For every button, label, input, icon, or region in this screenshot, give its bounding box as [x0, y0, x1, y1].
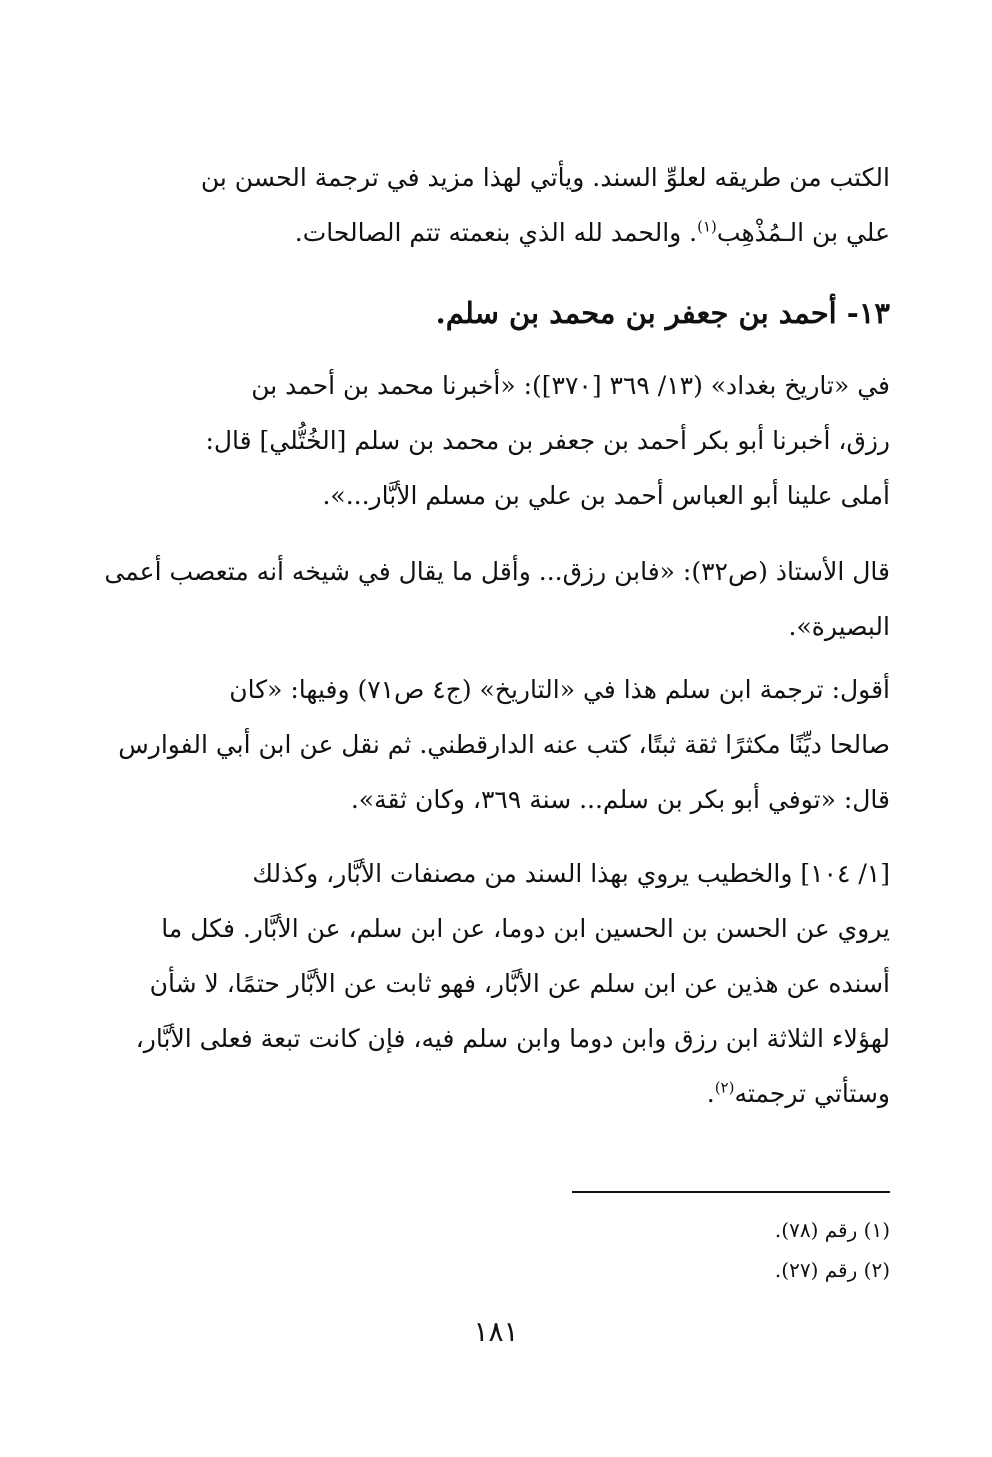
line-text: وستأتي ترجمته: [734, 1079, 890, 1108]
footnotes: [560, 1210, 890, 1290]
paragraph-line: قال الأستاذ (ص٣٢): «فابن رزق... وأقل ما يقال في شيخه أنه متعصب أعمى: [104, 557, 890, 586]
footnote-reference-1[interactable]: (١): [697, 217, 717, 236]
paragraph-line: [١/ ١٠٤] والخطيب يروي بهذا السند من مصنفات الأبَّار، وكذلك: [252, 859, 890, 888]
paragraph-ustadh-quote: [104, 544, 890, 654]
paragraph-response: [110, 662, 890, 827]
footnote-2: (٢) رقم (٢٧).: [774, 1258, 890, 1282]
paragraph-continuation: [110, 150, 890, 260]
line-text: علي بن الـمُذْهِب: [716, 218, 890, 247]
paragraph-line: قال: «توفي أبو بكر بن سلم... سنة ٣٦٩، وكان ثقة».: [350, 785, 890, 814]
footnote-divider: [572, 1191, 890, 1193]
paragraph-khatib: [110, 846, 890, 1121]
paragraph-line: صالحا ديِّنًا مكثرًا ثقة ثبتًا، كتب عنه الدارقطني. ثم نقل عن ابن أبي الفوارس: [118, 730, 890, 759]
paragraph-line: [110, 1066, 890, 1121]
paragraph-citation: [110, 358, 890, 523]
paragraph-line: رزق، أخبرنا أبو بكر أحمد بن جعفر بن محمد بن سلم [الخُتُّلي] قال:: [205, 426, 890, 455]
paragraph-line: في «تاريخ بغداد» (١٣/ ٣٦٩ [٣٧٠]): «أخبرنا محمد بن أحمد بن: [251, 371, 890, 400]
paragraph-line: أقول: ترجمة ابن سلم هذا في «التاريخ» (ج٤ ص٧١) وفيها: «كان: [229, 675, 890, 704]
paragraph-line: يروي عن الحسن بن الحسين ابن دوما، عن ابن سلم، عن الأبَّار. فكل ما: [161, 914, 890, 943]
paragraph-line: لهؤلاء الثلاثة ابن رزق وابن دوما وابن سلم فيه، فإن كانت تبعة فعلى الأبَّار،: [135, 1024, 890, 1053]
paragraph-line: أملى علينا أبو العباس أحمد بن علي بن مسلم الأبَّار...».: [322, 481, 890, 510]
line-text: . والحمد لله الذي بنعمته تتم الصالحات.: [294, 218, 698, 247]
paragraph-line: البصيرة».: [788, 612, 890, 641]
line-text: .: [706, 1079, 715, 1108]
footnote-reference-2[interactable]: (٢): [714, 1078, 735, 1097]
footnote-1: (١) رقم (٧٨).: [774, 1218, 890, 1242]
paragraph-line: أسنده عن هذين عن ابن سلم عن الأبَّار، فهو ثابت عن الأبَّار حتمًا، لا شأن: [149, 969, 890, 998]
paragraph-line: الكتب من طريقه لعلوِّ السند. ويأتي لهذا مزيد في ترجمة الحسن بن: [200, 163, 890, 192]
paragraph-line: [110, 205, 890, 260]
entry-heading: ١٣- أحمد بن جعفر بن محمد بن سلم.: [435, 296, 890, 330]
page-number: ١٨١: [473, 1315, 519, 1348]
